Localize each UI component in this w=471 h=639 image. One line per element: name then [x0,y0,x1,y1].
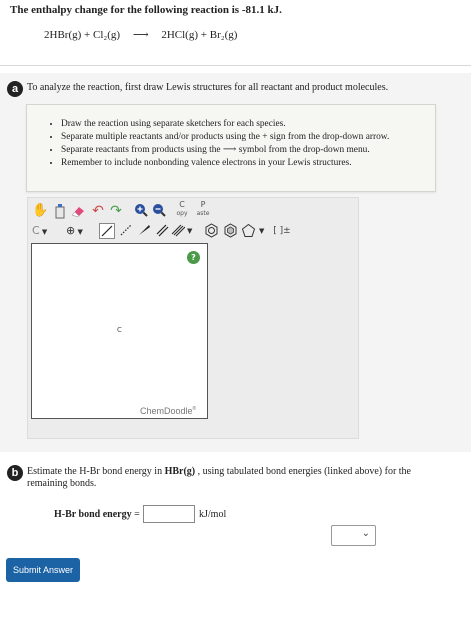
help-button[interactable]: ? [187,251,200,264]
copy-button[interactable]: C opy [176,200,188,217]
species-dropdown[interactable] [331,525,376,546]
reaction-equation [44,28,237,41]
element-selector[interactable]: C ▼ [32,224,48,237]
chevron-down-icon: ⌄ [361,528,370,539]
eraser-icon[interactable] [70,203,86,219]
question-intro: The enthalpy change for the following reaction is -81.1 kJ. [10,4,282,16]
submit-answer-button[interactable]: Submit Answer [6,558,80,582]
cyclohexane-ring-icon[interactable] [222,223,238,239]
plus-sign: + [200,29,207,41]
plus-sign: + [84,29,91,41]
wedge-bond-tool[interactable] [136,223,152,239]
reactant-cl2: Cl₂(g) [93,29,121,41]
carbon-atom-label: C [117,326,122,334]
double-bond-tool[interactable] [154,223,170,239]
paste-button[interactable]: P aste [196,200,210,217]
hint-item: • Separate multiple reactants and/or products using the + sign from the drop-down arrow. [61,131,435,144]
zoom-out-icon[interactable] [151,203,167,219]
brackets-tool[interactable]: [ ]± [273,226,291,236]
zoom-in-icon[interactable] [133,203,149,219]
chevron-down-icon: ▼ [187,227,193,235]
dashed-bond-tool[interactable] [118,223,134,239]
bond-energy-input[interactable] [143,505,195,523]
sketcher-canvas[interactable] [31,243,208,419]
part-b-badge: b [7,465,23,481]
charge-selector[interactable]: ⊕ ▼ [66,224,83,237]
part-a-badge: a [7,81,23,97]
chemdoodle-logo: ChemDoodle® [140,406,197,416]
hint-item: • Remember to include nonbonding valence electrons in your Lewis structures. [61,157,435,170]
bond-energy-label: H-Br bond energy = [54,509,140,520]
product-hcl: 2HCl(g) [161,29,199,41]
undo-icon[interactable]: ↶ [92,203,104,219]
triple-bond-selector[interactable] [171,223,195,239]
ring-selector[interactable] [241,223,267,239]
chevron-down-icon: ▼ [259,227,265,235]
hand-icon[interactable]: ✋ [32,203,49,218]
question-header [0,0,471,66]
part-b-prompt: Estimate the H-Br bond energy in HBr(g) , using tabulated bond energies (linked above) for the remaining bonds. [27,466,411,489]
chevron-down-icon: ▼ [39,228,48,236]
product-br2: Br₂(g) [209,29,238,41]
chevron-down-icon: ▼ [75,228,83,236]
reaction-arrow: ⟶ [132,29,149,41]
unit-label: kJ/mol [199,509,227,520]
clear-icon[interactable] [52,203,68,219]
reactant-hbr: 2HBr(g) [44,29,82,41]
part-a-prompt: To analyze the reaction, first draw Lewis structures for all reactant and product molecules. [27,82,389,93]
hints-box [26,104,436,192]
benzene-ring-icon[interactable] [203,223,219,239]
redo-icon[interactable]: ↷ [110,203,122,219]
hint-item: • Separate reactants from products using the ⟶ symbol from the drop-down menu. [61,144,435,157]
hint-item: • Draw the reaction using separate sketchers for each species. [61,118,435,131]
single-bond-tool[interactable] [99,223,115,239]
